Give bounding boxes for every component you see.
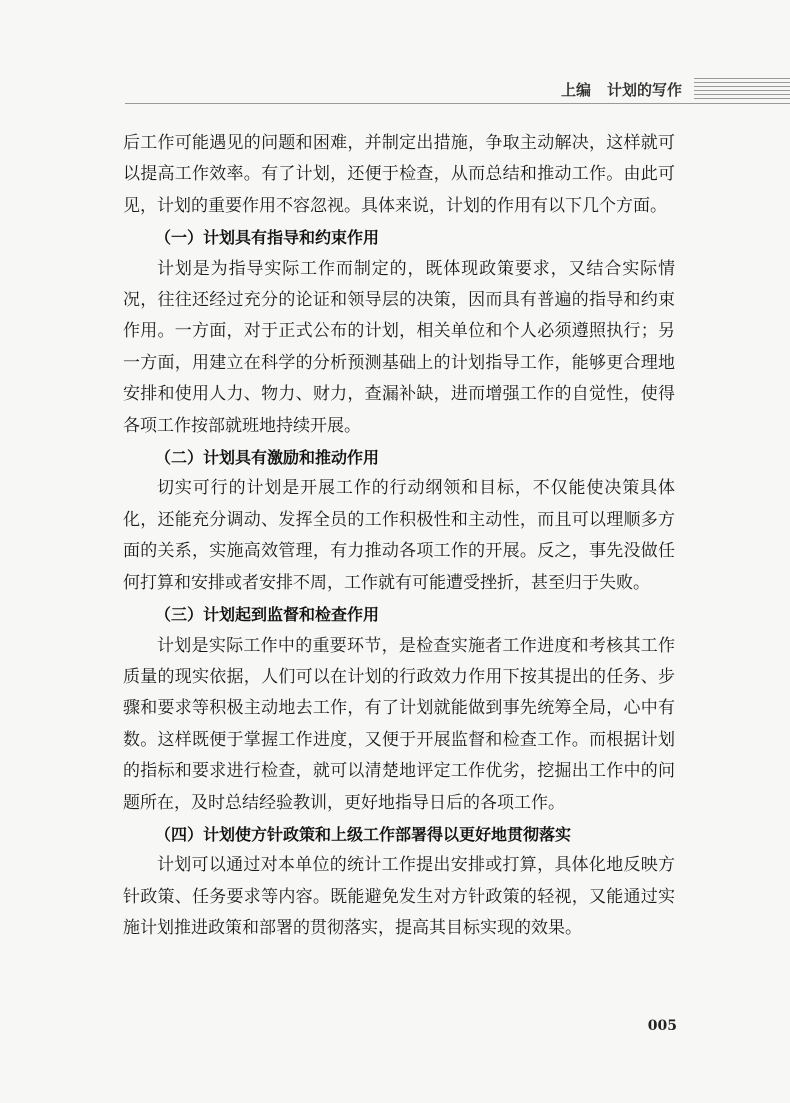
section-paragraph-4: 计划可以通过对本单位的统计工作提出安排或打算，具体化地反映方针政策、任务要求等内容。既能避免发生对方针政策的轻视，又能通过实施计划推进政策和部署的贯彻落实，提高其目标实现的效果。 [123,855,675,939]
running-head-part: 上编 [560,81,591,99]
main-text [123,128,675,945]
section-paragraph-3: 计划是实际工作中的重要环节，是检查实施者工作进度和考核其工作质量的现实依据，人们可以在计划的行政效力作用下按其提出的任务、步骤和要求等积极主动地去工作，有了计划就能做到事先统筹全局，心中有数。这样既便于掌握工作进度，又便于开展监督和检查工作。而根据计划的指标和要求进行检查，就可以清楚地评定工作优劣，挖掘出工作中的问题所在，及时总结经验教训，更好地指导日后的各项工作。 [123,635,675,813]
section-heading-2: （二）计划具有激励和推动作用 [155,448,380,468]
page-number: 005 [647,1018,677,1034]
section-heading-1: （一）计划具有指导和约束作用 [155,228,380,248]
section-paragraph-2: 切实可行的计划是开展工作的行动纲领和目标，不仅能使决策具体化，还能充分调动、发挥全员的工作积极性和主动性，而且可以理顺多方面的关系，实施高效管理，有力推动各项工作的开展。反之，事先没做任何打算和安排或者安排不周，工作就有可能遭受挫折，甚至归于失败。 [123,478,675,593]
section-paragraph-1: 计划是为指导实际工作而制定的，既体现政策要求，又结合实际情况，往往还经过充分的论证和领导层的决策，因而具有普遍的指导和约束作用。一方面，对于正式公布的计划，相关单位和个人必须遵照执行；另一方面，用建立在科学的分析预测基础上的计划指导工作，能够更合理地安排和使用人力、物力、财力，查漏补缺，进而增强工作的自觉性，使得各项工作按部就班地持续开展。 [123,258,675,436]
intro-paragraph: 后工作可能遇见的问题和困难，并制定出措施，争取主动解决，这样就可以提高工作效率。有了计划，还便于检查，从而总结和推动工作。由此可见，计划的重要作用不容忽视。具体来说，计划的作用有以下几个方面。 [123,133,675,216]
header-rule [125,103,790,104]
section-heading-4: （四）计划使方针政策和上级工作部署得以更好地贯彻落实 [155,824,572,844]
decorative-rules [694,78,790,102]
running-head [0,78,790,106]
running-head-chapter: 计划的写作 [606,81,682,99]
section-heading-3: （三）计划起到监督和检查作用 [155,605,380,625]
running-head-text [561,78,682,102]
